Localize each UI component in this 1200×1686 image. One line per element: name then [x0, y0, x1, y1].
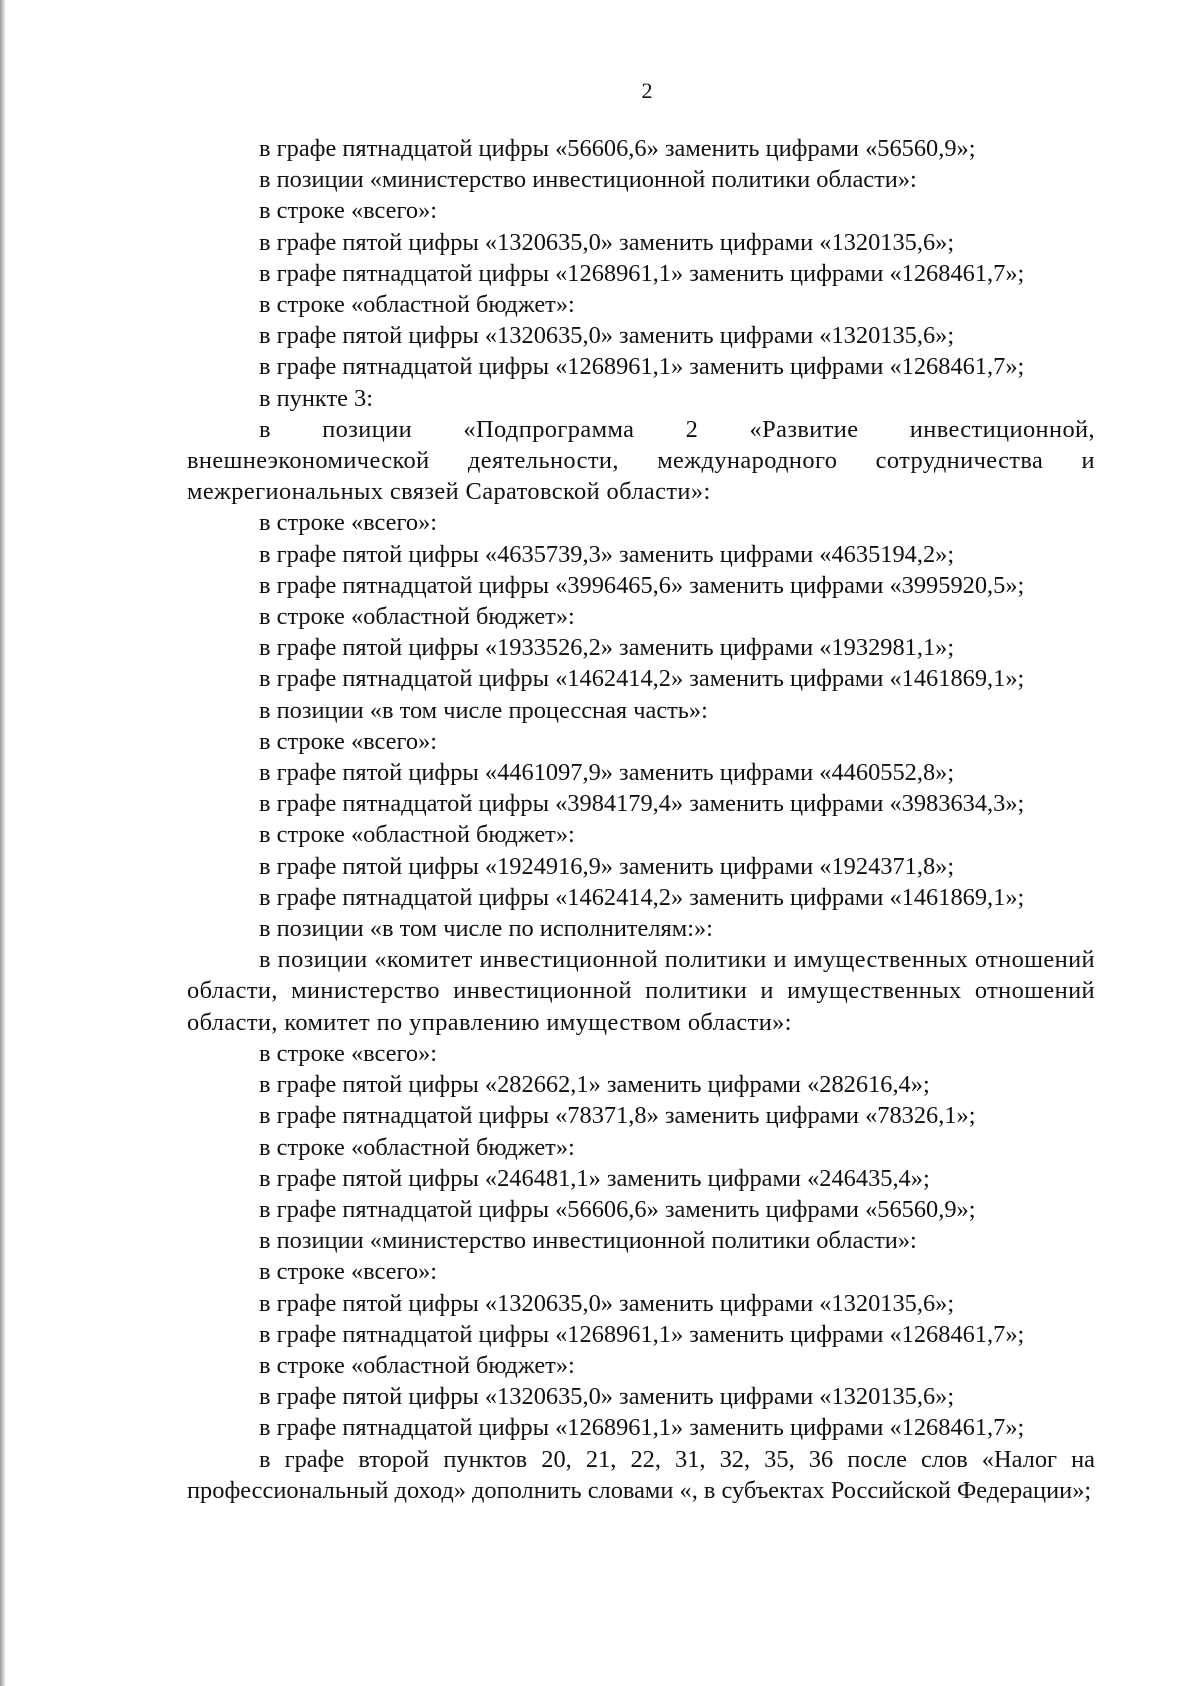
document-body	[187, 133, 1095, 1506]
paragraph: в графе пятой цифры «4635739,3» заменить цифрами «4635194,2»;	[259, 540, 955, 568]
paragraph: в графе пятой цифры «1320635,0» заменить цифрами «1320135,6»;	[259, 322, 955, 350]
scan-edge	[0, 0, 6, 1686]
paragraph: в строке «всего»:	[259, 197, 438, 225]
paragraph: в графе пятнадцатой цифры «56606,6» заменить цифрами «56560,9»;	[259, 135, 976, 162]
paragraph: в графе пятой цифры «4461097,9» заменить цифрами «4460552,8»;	[259, 759, 955, 787]
paragraph: в строке «всего»:	[259, 1039, 438, 1067]
paragraph: в пункте 3:	[259, 384, 373, 412]
paragraph: в графе пятнадцатой цифры «1462414,2» заменить цифрами «1461869,1»;	[259, 665, 1025, 693]
paragraph: в строке «областной бюджет»:	[259, 291, 575, 319]
paragraph: в позиции «в том числе процессная часть»:	[259, 696, 708, 724]
paragraph: в графе пятнадцатой цифры «1268961,1» заменить цифрами «1268461,7»;	[259, 1414, 1025, 1442]
paragraph: в строке «всего»:	[259, 1258, 438, 1286]
paragraph: в строке «всего»:	[259, 509, 438, 537]
paragraph: в графе пятой цифры «1933526,2» заменить цифрами «1932981,1»;	[259, 634, 955, 662]
paragraph: в графе пятнадцатой цифры «1268961,1» заменить цифрами «1268461,7»;	[259, 259, 1025, 287]
paragraph: в графе пятой цифры «246481,1» заменить цифрами «246435,4»;	[259, 1164, 930, 1192]
paragraph: в графе второй пунктов 20, 21, 22, 31, 32, 35, 36 после слов «Налог на профессиональный доход» дополнить словами «, в субъектах Российской Федерации»;	[187, 1445, 1095, 1504]
paragraph: в строке «областной бюджет»:	[259, 821, 575, 849]
paragraph: в графе пятой цифры «1320635,0» заменить цифрами «1320135,6»;	[259, 228, 955, 256]
paragraph: в графе пятнадцатой цифры «1268961,1» заменить цифрами «1268461,7»;	[259, 353, 1025, 381]
paragraph: в графе пятой цифры «282662,1» заменить цифрами «282616,4»;	[259, 1071, 930, 1099]
paragraph: в позиции «Подпрограмма 2 «Развитие инвестиционной, внешнеэкономической деятельности, международного сотрудничества и межрегиональных связей Саратовской области»:	[187, 415, 1095, 506]
paragraph: в строке «областной бюджет»:	[259, 1133, 575, 1161]
paragraph: в графе пятнадцатой цифры «3984179,4» заменить цифрами «3983634,3»;	[259, 790, 1025, 818]
paragraph: в позиции «в том числе по исполнителям:»:	[259, 915, 713, 943]
paragraph: в строке «областной бюджет»:	[259, 1351, 575, 1379]
paragraph: в графе пятнадцатой цифры «3996465,6» заменить цифрами «3995920,5»;	[259, 571, 1025, 599]
paragraph: в позиции «комитет инвестиционной политики и имущественных отношений области, министерство инвестиционной политики и имущественных отношений области, комитет по управлению имуществом области»:	[187, 946, 1095, 1036]
paragraph: в графе пятнадцатой цифры «1462414,2» заменить цифрами «1461869,1»;	[259, 883, 1025, 911]
paragraph: в строке «всего»:	[259, 727, 438, 755]
paragraph: в позиции «министерство инвестиционной политики области»:	[259, 166, 917, 194]
paragraph: в графе пятнадцатой цифры «56606,6» заменить цифрами «56560,9»;	[259, 1195, 976, 1223]
paragraph: в позиции «министерство инвестиционной политики области»:	[259, 1227, 917, 1255]
paragraph: в графе пятой цифры «1320635,0» заменить цифрами «1320135,6»;	[259, 1289, 955, 1317]
paragraph: в графе пятнадцатой цифры «78371,8» заменить цифрами «78326,1»;	[259, 1102, 976, 1130]
paragraph: в графе пятой цифры «1924916,9» заменить цифрами «1924371,8»;	[259, 852, 955, 880]
page-number: 2	[641, 78, 653, 103]
paragraph: в графе пятнадцатой цифры «1268961,1» заменить цифрами «1268461,7»;	[259, 1320, 1025, 1348]
paragraph: в строке «областной бюджет»:	[259, 603, 575, 631]
paragraph: в графе пятой цифры «1320635,0» заменить цифрами «1320135,6»;	[259, 1383, 955, 1411]
